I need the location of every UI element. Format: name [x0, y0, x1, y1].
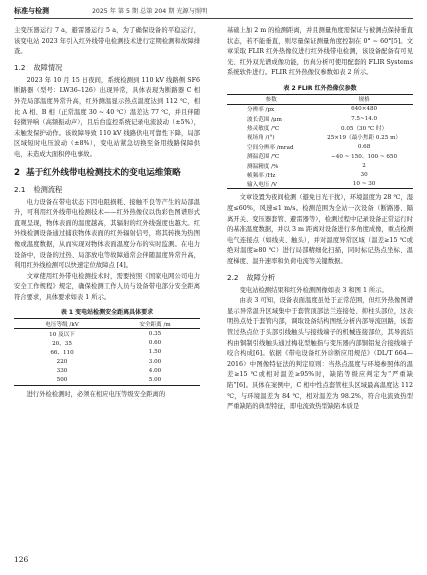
table-cell: 640×480 [351, 106, 378, 113]
table-row [227, 133, 413, 142]
table-cell: 测温范围 /℃ [247, 154, 280, 161]
running-header [14, 6, 413, 18]
table-cell: 0.05（30 ℃ 时） [341, 125, 388, 132]
table-cell: 500 [14, 376, 110, 385]
table-cell: 7.5~14.0 [351, 115, 378, 122]
table-cell: 输入电压 /V [227, 180, 315, 189]
table-2-flir-params [227, 94, 413, 190]
table-cell: 空间分辨率 /mrad [247, 144, 294, 151]
journal-section-label: 标准与检测 [14, 7, 49, 15]
table-row [227, 123, 413, 132]
after-table-paragraph: 进行外检检测时，必须在相应电压等级安全距离的 [26, 390, 166, 398]
table-cell: 测温精度 /% [247, 163, 279, 170]
table-cell: 4.00 [148, 368, 162, 375]
table-cell: −40 ~ 150、100 ~ 650 [331, 154, 398, 161]
table-row [227, 104, 413, 113]
analysis-paragraph-2: 由表 3 可知，设备表面温度虽处于正常范围，但红外热像图谱显示异常温升区域集中于套管顶部法兰连接处、抑柱头部位，这表明热点处于套管内部，调取设备结构图纸分析内部导流回路，该套管过热点位于头部引线触头与接线端子的机械连接部位，其导流结构由铜制引线触头通过梅花型触指与变压器内部铜铝复合接线端子咬合构成[6]。依据《带电设备红外诊断应用规范》（DL/T 664—2016）中图像特征法的判定原则：当热点温度与环境参照体的温差≥15 ℃或相对温差≥95%时，缺陷等级应判定为“严重缺陷”[6]。具体在案例中，C 相中性点套管柱头区域最高温度达 112 ℃，与环境温差为 84 ℃，相对温差为 98.2%，符合电流致热型严重缺陷的典型特征，即电流致热型缺陷本质是 [227, 297, 413, 411]
fault-paragraph: 2023 年 10 月 15 日夜间，系统检测到 110 kV 线路侧 SF6 断路器（型号：LW36–126）出现异常，具体表现为断路器 C 相外壳局部温度异常升高，红外测温显示热点温度达到 112 ℃，相比 A 相、B 相（正常温度 30 ~ 40 ℃）温差达 77 ℃，并且伴随轻微异响（高频振动声），且后台监控系统记录电流波动（±5%），未触发保护动作。该故障导致 110 kV 线路供电可靠性下降，局部区域短时电压波动（±8%），变电站紧急切换至备用线路保障供电，未造成大面积停电事故。 [14, 76, 200, 158]
table-cell: 25×19（最小焦距 0.25 m） [327, 135, 401, 142]
section-1-2-heading [14, 62, 200, 73]
section-number: 2 [14, 167, 20, 178]
table-header-cell: 规格 [315, 94, 413, 104]
environment-paragraph: 文章设置为夜间检测（避免日光干扰），环境温度为 28 ℃，湿度≤60%，风速≤1 m/s。检测范围为全站一次设备（断路器、隔离开关、变压器套管、避雷器等），检测过程中记录设备正常运行时的基准温度数据，并以 3 m 距离对设备进行多角度成像，重点检测电气连接点（如线夹、触头），并对温度异常区域（温差≥15 ℃或绝对温度≥80 ℃）进行局部精细化扫描，同时标记热点坐标、温度梯度、温升速率和负荷电流等关键数据。 [227, 194, 413, 266]
table-cell: 0.60 [148, 340, 162, 347]
table-cell: 220 [56, 358, 68, 365]
section-number: 1.2 [14, 62, 26, 72]
table-row [227, 151, 413, 160]
table-cell: 10 及以下 [49, 331, 75, 338]
table-cell: 帧频率 /Hz [247, 172, 276, 179]
table-header-cell: 电压等级 /kV [14, 319, 110, 329]
table-row [227, 161, 413, 170]
section-title: 基于红外线带电检测技术的变电运维策略 [25, 167, 181, 178]
table-cell: 视场角 /(°) [247, 135, 275, 142]
table-row [227, 180, 413, 189]
table-1-safety-distance [14, 318, 200, 385]
table-cell: 0.68 [357, 143, 371, 150]
table-row [14, 329, 200, 338]
table-row [14, 376, 200, 385]
table-cell: 0.35 [148, 330, 162, 337]
section-2-heading [14, 167, 200, 180]
table-cell: 3.00 [148, 358, 162, 365]
table-row [14, 357, 200, 366]
table-header-cell: 安全距离 /m [110, 319, 200, 329]
table-row [227, 114, 413, 123]
intro-paragraph: 主变压器运行 7 a，避雷器运行 5 a，为了确保设备的平稳运行，该变电站 2023 年引入红外线带电检测技术进行定期检测和故障排查。 [14, 27, 200, 56]
section-title: 检测流程 [33, 184, 63, 194]
table-cell: 20、35 [52, 341, 72, 348]
page-number: 126 [14, 555, 29, 564]
continued-paragraph: 基础上加 2 m 的检测距离，并且测量角度需保证与被测点保持垂直状态，若不能垂直，则尽量保证测量角度控制在 0° ~ 60°[5]。文章采取 FLIR 红外热像仪进行红外线带电检测，该设备配备有可见光、红外双光谱成像功能，仿真分析可使用配套的 FLIR Systems 系统软件进行。FLIR 红外热像仪参数如表 2 所示。 [227, 27, 413, 77]
header-rule [14, 18, 413, 19]
table-cell: 分辨率 /px [247, 107, 275, 114]
table-cell: 66、110 [50, 350, 74, 357]
flow-paragraph-1: 电力设备在带电状态下因电阻损耗、接触不良等产生的局部温升，可利用红外线带电检测技术——红外热像仪以伪彩色图谱形式直观呈现，物体表面的温度越高，其辐射的红外线强度也越大。红外线检测设备通过捕获物体表面的红外辐射信号，将其转换为热图像或温度数据，从而实现对物体表面温度分布的实时监测。在电力设备中，设备的过热、局部放电等故障通常会伴随温度异常升高，利用红外线检测可以快速定位故障点 [4]。 [14, 198, 200, 270]
table-header-cell: 参数 [227, 94, 315, 104]
table-row [227, 142, 413, 151]
table-cell: 10 ~ 30 [315, 180, 413, 189]
table-cell: 330 [56, 368, 68, 375]
table-cell: 2 [362, 162, 366, 169]
table-row [14, 348, 200, 357]
table-cell: 5.00 [110, 376, 200, 385]
journal-issue-info: 2025 年 第 5 期 总第 204 期 光源与照明 [92, 8, 208, 15]
table-row [14, 338, 200, 347]
section-title: 故障分析 [246, 272, 276, 282]
table-cell: 热灵敏度 /℃ [247, 125, 280, 132]
table-cell: 波长范围 /μm [247, 116, 282, 123]
table-cell: 1.50 [148, 349, 162, 356]
table-header-row [14, 319, 200, 329]
table-cell: 30 [360, 171, 368, 178]
analysis-paragraph-1: 变电站检测结果和红外检测图像如表 3 和图 1 所示。 [239, 286, 388, 294]
section-title: 故障情况 [33, 62, 63, 72]
section-number: 2.1 [14, 184, 26, 194]
section-number: 2.2 [227, 272, 239, 282]
table-row [227, 170, 413, 179]
right-column [227, 26, 413, 413]
table-1-caption: 表 1 变电站检测安全距离具体要求 [60, 309, 154, 317]
section-2-2-heading [227, 272, 413, 283]
flow-paragraph-2: 文章使用红外带电检测技术时，需要按照《国家电网公司电力安全工作规程》规定，确保检测工作人员与设备带电部分安全距离符合要求，具体要求如表 1 所示。 [14, 272, 200, 301]
table-row [14, 367, 200, 376]
table-header-row [227, 94, 413, 104]
table-2-caption: 表 2 FLIR 红外热像仪参数 [283, 84, 357, 92]
left-column [14, 26, 200, 400]
section-2-1-heading [14, 184, 200, 195]
